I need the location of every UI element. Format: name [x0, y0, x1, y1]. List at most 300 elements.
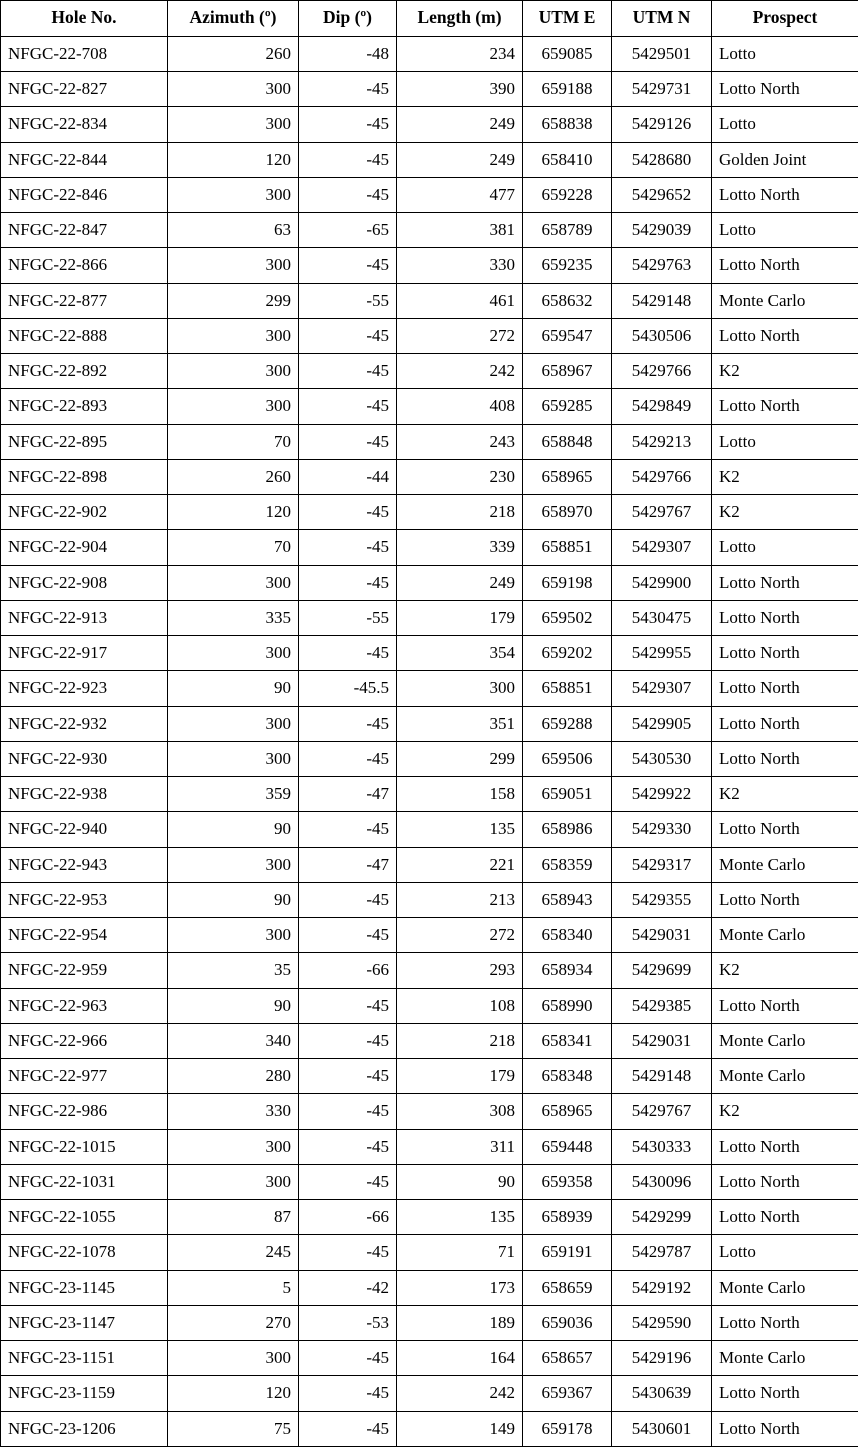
cell-utme: 658934 — [523, 953, 612, 988]
cell-utmn: 5429039 — [612, 213, 712, 248]
cell-azimuth: 70 — [168, 424, 299, 459]
cell-azimuth: 63 — [168, 213, 299, 248]
cell-utme: 658657 — [523, 1341, 612, 1376]
cell-utmn: 5429213 — [612, 424, 712, 459]
cell-hole: NFGC-22-966 — [1, 1023, 168, 1058]
cell-azimuth: 70 — [168, 530, 299, 565]
cell-dip: -45 — [299, 636, 397, 671]
cell-utme: 659188 — [523, 72, 612, 107]
cell-utme: 658986 — [523, 812, 612, 847]
cell-utmn: 5429031 — [612, 918, 712, 953]
cell-azimuth: 300 — [168, 741, 299, 776]
cell-dip: -45 — [299, 530, 397, 565]
cell-azimuth: 340 — [168, 1023, 299, 1058]
cell-azimuth: 299 — [168, 283, 299, 318]
cell-length: 339 — [397, 530, 523, 565]
cell-hole: NFGC-22-847 — [1, 213, 168, 248]
cell-prospect: Lotto North — [712, 988, 858, 1023]
table-row — [1, 1164, 858, 1199]
cell-hole: NFGC-22-1078 — [1, 1235, 168, 1270]
cell-utme: 658848 — [523, 424, 612, 459]
cell-hole: NFGC-22-893 — [1, 389, 168, 424]
cell-azimuth: 300 — [168, 1129, 299, 1164]
cell-azimuth: 300 — [168, 72, 299, 107]
cell-utme: 658851 — [523, 671, 612, 706]
cell-prospect: Lotto — [712, 36, 858, 71]
cell-hole: NFGC-22-892 — [1, 354, 168, 389]
cell-utmn: 5429699 — [612, 953, 712, 988]
table-body — [1, 36, 858, 1446]
cell-azimuth: 330 — [168, 1094, 299, 1129]
cell-utme: 659235 — [523, 248, 612, 283]
cell-prospect: Lotto North — [712, 1200, 858, 1235]
cell-dip: -45 — [299, 389, 397, 424]
cell-length: 189 — [397, 1305, 523, 1340]
cell-utme: 659285 — [523, 389, 612, 424]
cell-hole: NFGC-22-904 — [1, 530, 168, 565]
cell-dip: -45 — [299, 565, 397, 600]
cell-azimuth: 90 — [168, 882, 299, 917]
column-header-length: Length (m) — [397, 1, 523, 37]
table-header — [1, 1, 858, 37]
table-row — [1, 671, 858, 706]
cell-utmn: 5429501 — [612, 36, 712, 71]
cell-prospect: K2 — [712, 495, 858, 530]
cell-length: 300 — [397, 671, 523, 706]
cell-dip: -45 — [299, 1341, 397, 1376]
cell-hole: NFGC-23-1159 — [1, 1376, 168, 1411]
cell-length: 390 — [397, 72, 523, 107]
cell-utmn: 5429031 — [612, 1023, 712, 1058]
cell-azimuth: 260 — [168, 36, 299, 71]
cell-length: 71 — [397, 1235, 523, 1270]
cell-utme: 658838 — [523, 107, 612, 142]
cell-utme: 659228 — [523, 177, 612, 212]
cell-azimuth: 359 — [168, 777, 299, 812]
cell-dip: -47 — [299, 777, 397, 812]
cell-prospect: Lotto North — [712, 72, 858, 107]
cell-prospect: Monte Carlo — [712, 1270, 858, 1305]
cell-utmn: 5429905 — [612, 706, 712, 741]
table-row — [1, 741, 858, 776]
cell-length: 221 — [397, 847, 523, 882]
cell-length: 213 — [397, 882, 523, 917]
cell-utmn: 5429900 — [612, 565, 712, 600]
cell-utmn: 5429196 — [612, 1341, 712, 1376]
cell-azimuth: 120 — [168, 142, 299, 177]
table-row — [1, 1270, 858, 1305]
cell-prospect: Lotto North — [712, 812, 858, 847]
cell-prospect: Lotto North — [712, 671, 858, 706]
cell-hole: NFGC-22-954 — [1, 918, 168, 953]
cell-utmn: 5429922 — [612, 777, 712, 812]
table-row — [1, 1023, 858, 1058]
cell-length: 179 — [397, 600, 523, 635]
table-row — [1, 847, 858, 882]
column-header-dip: Dip (º) — [299, 1, 397, 37]
column-header-utm-e: UTM E — [523, 1, 612, 37]
cell-utmn: 5430601 — [612, 1411, 712, 1446]
cell-utmn: 5429307 — [612, 530, 712, 565]
cell-azimuth: 87 — [168, 1200, 299, 1235]
cell-hole: NFGC-23-1206 — [1, 1411, 168, 1446]
column-header-hole-no: Hole No. — [1, 1, 168, 37]
cell-length: 461 — [397, 283, 523, 318]
table-row — [1, 213, 858, 248]
cell-prospect: Lotto — [712, 107, 858, 142]
cell-utme: 659448 — [523, 1129, 612, 1164]
cell-azimuth: 300 — [168, 107, 299, 142]
table-row — [1, 424, 858, 459]
cell-utmn: 5429126 — [612, 107, 712, 142]
cell-dip: -45 — [299, 706, 397, 741]
cell-prospect: Lotto North — [712, 389, 858, 424]
cell-hole: NFGC-23-1151 — [1, 1341, 168, 1376]
cell-prospect: Lotto North — [712, 318, 858, 353]
cell-azimuth: 245 — [168, 1235, 299, 1270]
cell-utme: 659288 — [523, 706, 612, 741]
table-row — [1, 777, 858, 812]
cell-utme: 658359 — [523, 847, 612, 882]
cell-dip: -42 — [299, 1270, 397, 1305]
cell-length: 242 — [397, 354, 523, 389]
cell-length: 351 — [397, 706, 523, 741]
cell-prospect: K2 — [712, 459, 858, 494]
cell-utmn: 5429766 — [612, 459, 712, 494]
cell-hole: NFGC-22-917 — [1, 636, 168, 671]
cell-dip: -45 — [299, 354, 397, 389]
cell-utme: 659358 — [523, 1164, 612, 1199]
cell-dip: -45 — [299, 177, 397, 212]
cell-azimuth: 90 — [168, 671, 299, 706]
cell-hole: NFGC-23-1145 — [1, 1270, 168, 1305]
cell-length: 164 — [397, 1341, 523, 1376]
table-row — [1, 36, 858, 71]
cell-azimuth: 5 — [168, 1270, 299, 1305]
cell-utmn: 5430475 — [612, 600, 712, 635]
cell-utmn: 5429766 — [612, 354, 712, 389]
cell-hole: NFGC-22-977 — [1, 1059, 168, 1094]
cell-azimuth: 300 — [168, 318, 299, 353]
cell-length: 249 — [397, 565, 523, 600]
cell-length: 354 — [397, 636, 523, 671]
cell-length: 249 — [397, 107, 523, 142]
cell-dip: -45 — [299, 1376, 397, 1411]
cell-length: 293 — [397, 953, 523, 988]
cell-length: 299 — [397, 741, 523, 776]
cell-utmn: 5429148 — [612, 1059, 712, 1094]
column-header-utm-n: UTM N — [612, 1, 712, 37]
cell-azimuth: 270 — [168, 1305, 299, 1340]
cell-hole: NFGC-22-943 — [1, 847, 168, 882]
table-row — [1, 600, 858, 635]
cell-utme: 658970 — [523, 495, 612, 530]
cell-utmn: 5429849 — [612, 389, 712, 424]
cell-utme: 659367 — [523, 1376, 612, 1411]
cell-dip: -65 — [299, 213, 397, 248]
cell-length: 477 — [397, 177, 523, 212]
table-row — [1, 988, 858, 1023]
table-row — [1, 1200, 858, 1235]
cell-utmn: 5429330 — [612, 812, 712, 847]
table-row — [1, 1129, 858, 1164]
cell-utmn: 5429787 — [612, 1235, 712, 1270]
cell-prospect: Lotto North — [712, 1411, 858, 1446]
cell-prospect: Lotto North — [712, 248, 858, 283]
cell-prospect: Lotto — [712, 213, 858, 248]
cell-azimuth: 300 — [168, 1164, 299, 1199]
cell-dip: -66 — [299, 1200, 397, 1235]
cell-azimuth: 300 — [168, 248, 299, 283]
cell-utme: 658967 — [523, 354, 612, 389]
cell-azimuth: 300 — [168, 1341, 299, 1376]
cell-azimuth: 300 — [168, 847, 299, 882]
cell-utmn: 5429763 — [612, 248, 712, 283]
cell-azimuth: 90 — [168, 812, 299, 847]
cell-utme: 658990 — [523, 988, 612, 1023]
cell-utmn: 5430333 — [612, 1129, 712, 1164]
cell-length: 249 — [397, 142, 523, 177]
cell-prospect: Lotto — [712, 424, 858, 459]
cell-hole: NFGC-22-902 — [1, 495, 168, 530]
cell-utmn: 5429955 — [612, 636, 712, 671]
table-row — [1, 565, 858, 600]
cell-prospect: Lotto North — [712, 1305, 858, 1340]
cell-utmn: 5429767 — [612, 495, 712, 530]
cell-utme: 659085 — [523, 36, 612, 71]
cell-length: 408 — [397, 389, 523, 424]
table-row — [1, 72, 858, 107]
cell-dip: -53 — [299, 1305, 397, 1340]
cell-dip: -45 — [299, 318, 397, 353]
cell-utme: 658632 — [523, 283, 612, 318]
cell-utmn: 5429590 — [612, 1305, 712, 1340]
cell-dip: -45 — [299, 248, 397, 283]
cell-utme: 659506 — [523, 741, 612, 776]
table-row — [1, 918, 858, 953]
cell-length: 218 — [397, 495, 523, 530]
cell-length: 234 — [397, 36, 523, 71]
cell-azimuth: 300 — [168, 177, 299, 212]
cell-hole: NFGC-22-846 — [1, 177, 168, 212]
table-row — [1, 318, 858, 353]
cell-prospect: Lotto North — [712, 600, 858, 635]
cell-hole: NFGC-22-986 — [1, 1094, 168, 1129]
cell-azimuth: 300 — [168, 389, 299, 424]
cell-hole: NFGC-22-930 — [1, 741, 168, 776]
cell-dip: -45 — [299, 142, 397, 177]
cell-dip: -45 — [299, 1411, 397, 1446]
cell-dip: -45 — [299, 882, 397, 917]
table-row — [1, 636, 858, 671]
column-header-prospect: Prospect — [712, 1, 858, 37]
cell-prospect: Lotto North — [712, 882, 858, 917]
table-row — [1, 248, 858, 283]
cell-dip: -45 — [299, 424, 397, 459]
cell-hole: NFGC-22-959 — [1, 953, 168, 988]
table-row — [1, 107, 858, 142]
cell-azimuth: 120 — [168, 495, 299, 530]
cell-hole: NFGC-22-1031 — [1, 1164, 168, 1199]
table-row — [1, 706, 858, 741]
cell-hole: NFGC-22-932 — [1, 706, 168, 741]
cell-dip: -45.5 — [299, 671, 397, 706]
cell-utmn: 5429731 — [612, 72, 712, 107]
cell-utme: 659198 — [523, 565, 612, 600]
table-row — [1, 142, 858, 177]
cell-azimuth: 300 — [168, 636, 299, 671]
cell-hole: NFGC-22-940 — [1, 812, 168, 847]
cell-prospect: Lotto North — [712, 706, 858, 741]
cell-hole: NFGC-22-895 — [1, 424, 168, 459]
cell-dip: -55 — [299, 283, 397, 318]
cell-utme: 658340 — [523, 918, 612, 953]
cell-utme: 659036 — [523, 1305, 612, 1340]
table-row — [1, 812, 858, 847]
cell-prospect: Monte Carlo — [712, 1341, 858, 1376]
cell-prospect: Lotto North — [712, 1164, 858, 1199]
cell-length: 135 — [397, 812, 523, 847]
cell-dip: -45 — [299, 1235, 397, 1270]
cell-dip: -45 — [299, 1059, 397, 1094]
cell-azimuth: 90 — [168, 988, 299, 1023]
table-row — [1, 1376, 858, 1411]
cell-prospect: Lotto North — [712, 177, 858, 212]
cell-length: 90 — [397, 1164, 523, 1199]
cell-prospect: K2 — [712, 777, 858, 812]
cell-prospect: Monte Carlo — [712, 283, 858, 318]
cell-utme: 659202 — [523, 636, 612, 671]
cell-dip: -45 — [299, 741, 397, 776]
cell-length: 230 — [397, 459, 523, 494]
table-row — [1, 283, 858, 318]
table-row — [1, 953, 858, 988]
cell-length: 173 — [397, 1270, 523, 1305]
cell-hole: NFGC-22-953 — [1, 882, 168, 917]
table-row — [1, 530, 858, 565]
table-row — [1, 882, 858, 917]
cell-utme: 658659 — [523, 1270, 612, 1305]
cell-utmn: 5430096 — [612, 1164, 712, 1199]
cell-utmn: 5429307 — [612, 671, 712, 706]
cell-hole: NFGC-22-1015 — [1, 1129, 168, 1164]
cell-azimuth: 300 — [168, 918, 299, 953]
cell-azimuth: 260 — [168, 459, 299, 494]
cell-dip: -45 — [299, 1164, 397, 1199]
table-header-row — [1, 1, 858, 37]
table-row — [1, 354, 858, 389]
table-row — [1, 1411, 858, 1446]
cell-prospect: K2 — [712, 354, 858, 389]
cell-prospect: Lotto North — [712, 741, 858, 776]
cell-azimuth: 280 — [168, 1059, 299, 1094]
cell-azimuth: 120 — [168, 1376, 299, 1411]
cell-length: 242 — [397, 1376, 523, 1411]
cell-prospect: Golden Joint — [712, 142, 858, 177]
cell-dip: -45 — [299, 988, 397, 1023]
cell-dip: -45 — [299, 1023, 397, 1058]
cell-utmn: 5430506 — [612, 318, 712, 353]
cell-hole: NFGC-22-866 — [1, 248, 168, 283]
cell-length: 308 — [397, 1094, 523, 1129]
table-row — [1, 1235, 858, 1270]
cell-azimuth: 335 — [168, 600, 299, 635]
cell-hole: NFGC-22-923 — [1, 671, 168, 706]
cell-utme: 658939 — [523, 1200, 612, 1235]
cell-utmn: 5429317 — [612, 847, 712, 882]
cell-length: 218 — [397, 1023, 523, 1058]
cell-dip: -45 — [299, 812, 397, 847]
cell-dip: -45 — [299, 1129, 397, 1164]
cell-utmn: 5429148 — [612, 283, 712, 318]
cell-utme: 659502 — [523, 600, 612, 635]
table-row — [1, 389, 858, 424]
cell-utme: 658341 — [523, 1023, 612, 1058]
cell-length: 311 — [397, 1129, 523, 1164]
cell-prospect: Monte Carlo — [712, 1059, 858, 1094]
cell-utme: 658851 — [523, 530, 612, 565]
cell-prospect: Lotto North — [712, 1376, 858, 1411]
cell-hole: NFGC-22-898 — [1, 459, 168, 494]
cell-length: 272 — [397, 318, 523, 353]
cell-hole: NFGC-22-877 — [1, 283, 168, 318]
table-row — [1, 1341, 858, 1376]
cell-dip: -45 — [299, 918, 397, 953]
cell-utmn: 5429652 — [612, 177, 712, 212]
cell-dip: -55 — [299, 600, 397, 635]
cell-prospect: Lotto North — [712, 1129, 858, 1164]
cell-prospect: K2 — [712, 1094, 858, 1129]
cell-hole: NFGC-22-913 — [1, 600, 168, 635]
table-row — [1, 459, 858, 494]
cell-utmn: 5429299 — [612, 1200, 712, 1235]
cell-azimuth: 35 — [168, 953, 299, 988]
cell-utme: 659547 — [523, 318, 612, 353]
cell-length: 108 — [397, 988, 523, 1023]
cell-dip: -45 — [299, 107, 397, 142]
cell-prospect: Lotto North — [712, 636, 858, 671]
cell-utme: 659051 — [523, 777, 612, 812]
cell-hole: NFGC-22-844 — [1, 142, 168, 177]
cell-utme: 658410 — [523, 142, 612, 177]
cell-utme: 658943 — [523, 882, 612, 917]
cell-hole: NFGC-22-834 — [1, 107, 168, 142]
cell-length: 272 — [397, 918, 523, 953]
cell-hole: NFGC-23-1147 — [1, 1305, 168, 1340]
cell-dip: -45 — [299, 1094, 397, 1129]
table-row — [1, 495, 858, 530]
column-header-azimuth: Azimuth (º) — [168, 1, 299, 37]
table-row — [1, 1059, 858, 1094]
cell-utme: 659178 — [523, 1411, 612, 1446]
table-row — [1, 177, 858, 212]
cell-utme: 658965 — [523, 459, 612, 494]
cell-utmn: 5429767 — [612, 1094, 712, 1129]
cell-prospect: K2 — [712, 953, 858, 988]
cell-hole: NFGC-22-963 — [1, 988, 168, 1023]
cell-prospect: Monte Carlo — [712, 1023, 858, 1058]
cell-prospect: Lotto North — [712, 565, 858, 600]
cell-length: 135 — [397, 1200, 523, 1235]
cell-utme: 659191 — [523, 1235, 612, 1270]
cell-hole: NFGC-22-1055 — [1, 1200, 168, 1235]
cell-utmn: 5429192 — [612, 1270, 712, 1305]
cell-utme: 658348 — [523, 1059, 612, 1094]
cell-dip: -45 — [299, 495, 397, 530]
cell-length: 243 — [397, 424, 523, 459]
cell-utmn: 5429385 — [612, 988, 712, 1023]
cell-hole: NFGC-22-708 — [1, 36, 168, 71]
